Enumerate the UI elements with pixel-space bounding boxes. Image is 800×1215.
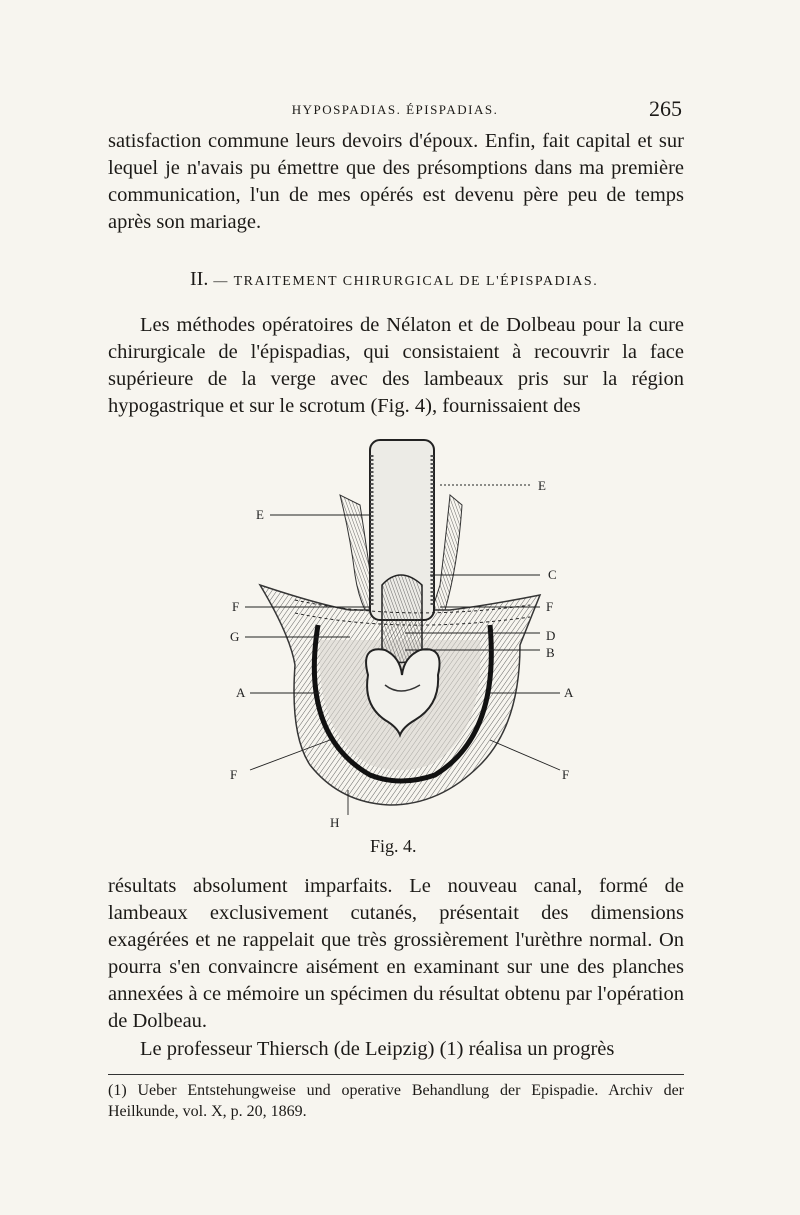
- label-f-bottom-right: F: [562, 767, 570, 782]
- label-g: G: [230, 629, 240, 644]
- label-e-left: E: [256, 507, 264, 522]
- label-b: B: [546, 645, 555, 660]
- figure-caption: Fig. 4.: [370, 836, 417, 856]
- footnote: (1) Ueber Entstehungweise und operative Behandlung der Epispadie. Archiv der Heilkunde, vol. X, p. 20, 1869.: [108, 1082, 684, 1120]
- label-e-right: E: [538, 478, 546, 493]
- label-d: D: [546, 628, 556, 643]
- paragraph-3: résultats absolument imparfaits. Le nouveau canal, formé de lambeaux exclusivement cutanés, présentait des dimensions exagérées et ne rappelait que très grossièrement l'urèthre normal. On pourra s'en convaincre aisément en examinant sur une des planches annexées à ce mémoire un spécimen du résultat obtenu par l'opération de Dolbeau.: [108, 875, 684, 1032]
- section-heading: [190, 268, 598, 291]
- section-title-text: — TRAITEMENT CHIRURGICAL DE L'ÉPISPADIAS.: [213, 274, 599, 289]
- label-h: H: [330, 815, 340, 830]
- label-a-left: A: [236, 685, 246, 700]
- section-number: II.: [190, 268, 209, 290]
- paragraph-4: Le professeur Thiersch (de Leipzig) (1) réalisa un progrès: [140, 1038, 615, 1060]
- figure-4-illustration: [200, 435, 600, 835]
- label-c: C: [548, 567, 557, 582]
- paragraph-1: satisfaction commune leurs devoirs d'époux. Enfin, fait capital et sur lequel je n'avais pu émettre que des présomptions dans ma première communication, l'un de mes opérés est devenu père peu de temps après son mariage.: [108, 130, 684, 233]
- page-number: 265: [649, 96, 682, 121]
- running-head: HYPOSPADIAS. ÉPISPADIAS.: [291, 102, 499, 117]
- paragraph-2: Les méthodes opératoires de Nélaton et de Dolbeau pour la cure chirurgicale de l'épispadias, qui consistaient à recouvrir la face supérieure de la verge avec des lambeaux pris sur la région hypogastrique et sur le scrotum (Fig. 4), fournissaient des: [108, 314, 684, 417]
- label-a-right: A: [564, 685, 574, 700]
- footnote-divider: [108, 1074, 684, 1075]
- label-f-right: F: [546, 599, 554, 614]
- label-f-left: F: [232, 599, 240, 614]
- page-header: [108, 98, 682, 122]
- label-f-bottom-left: F: [230, 767, 238, 782]
